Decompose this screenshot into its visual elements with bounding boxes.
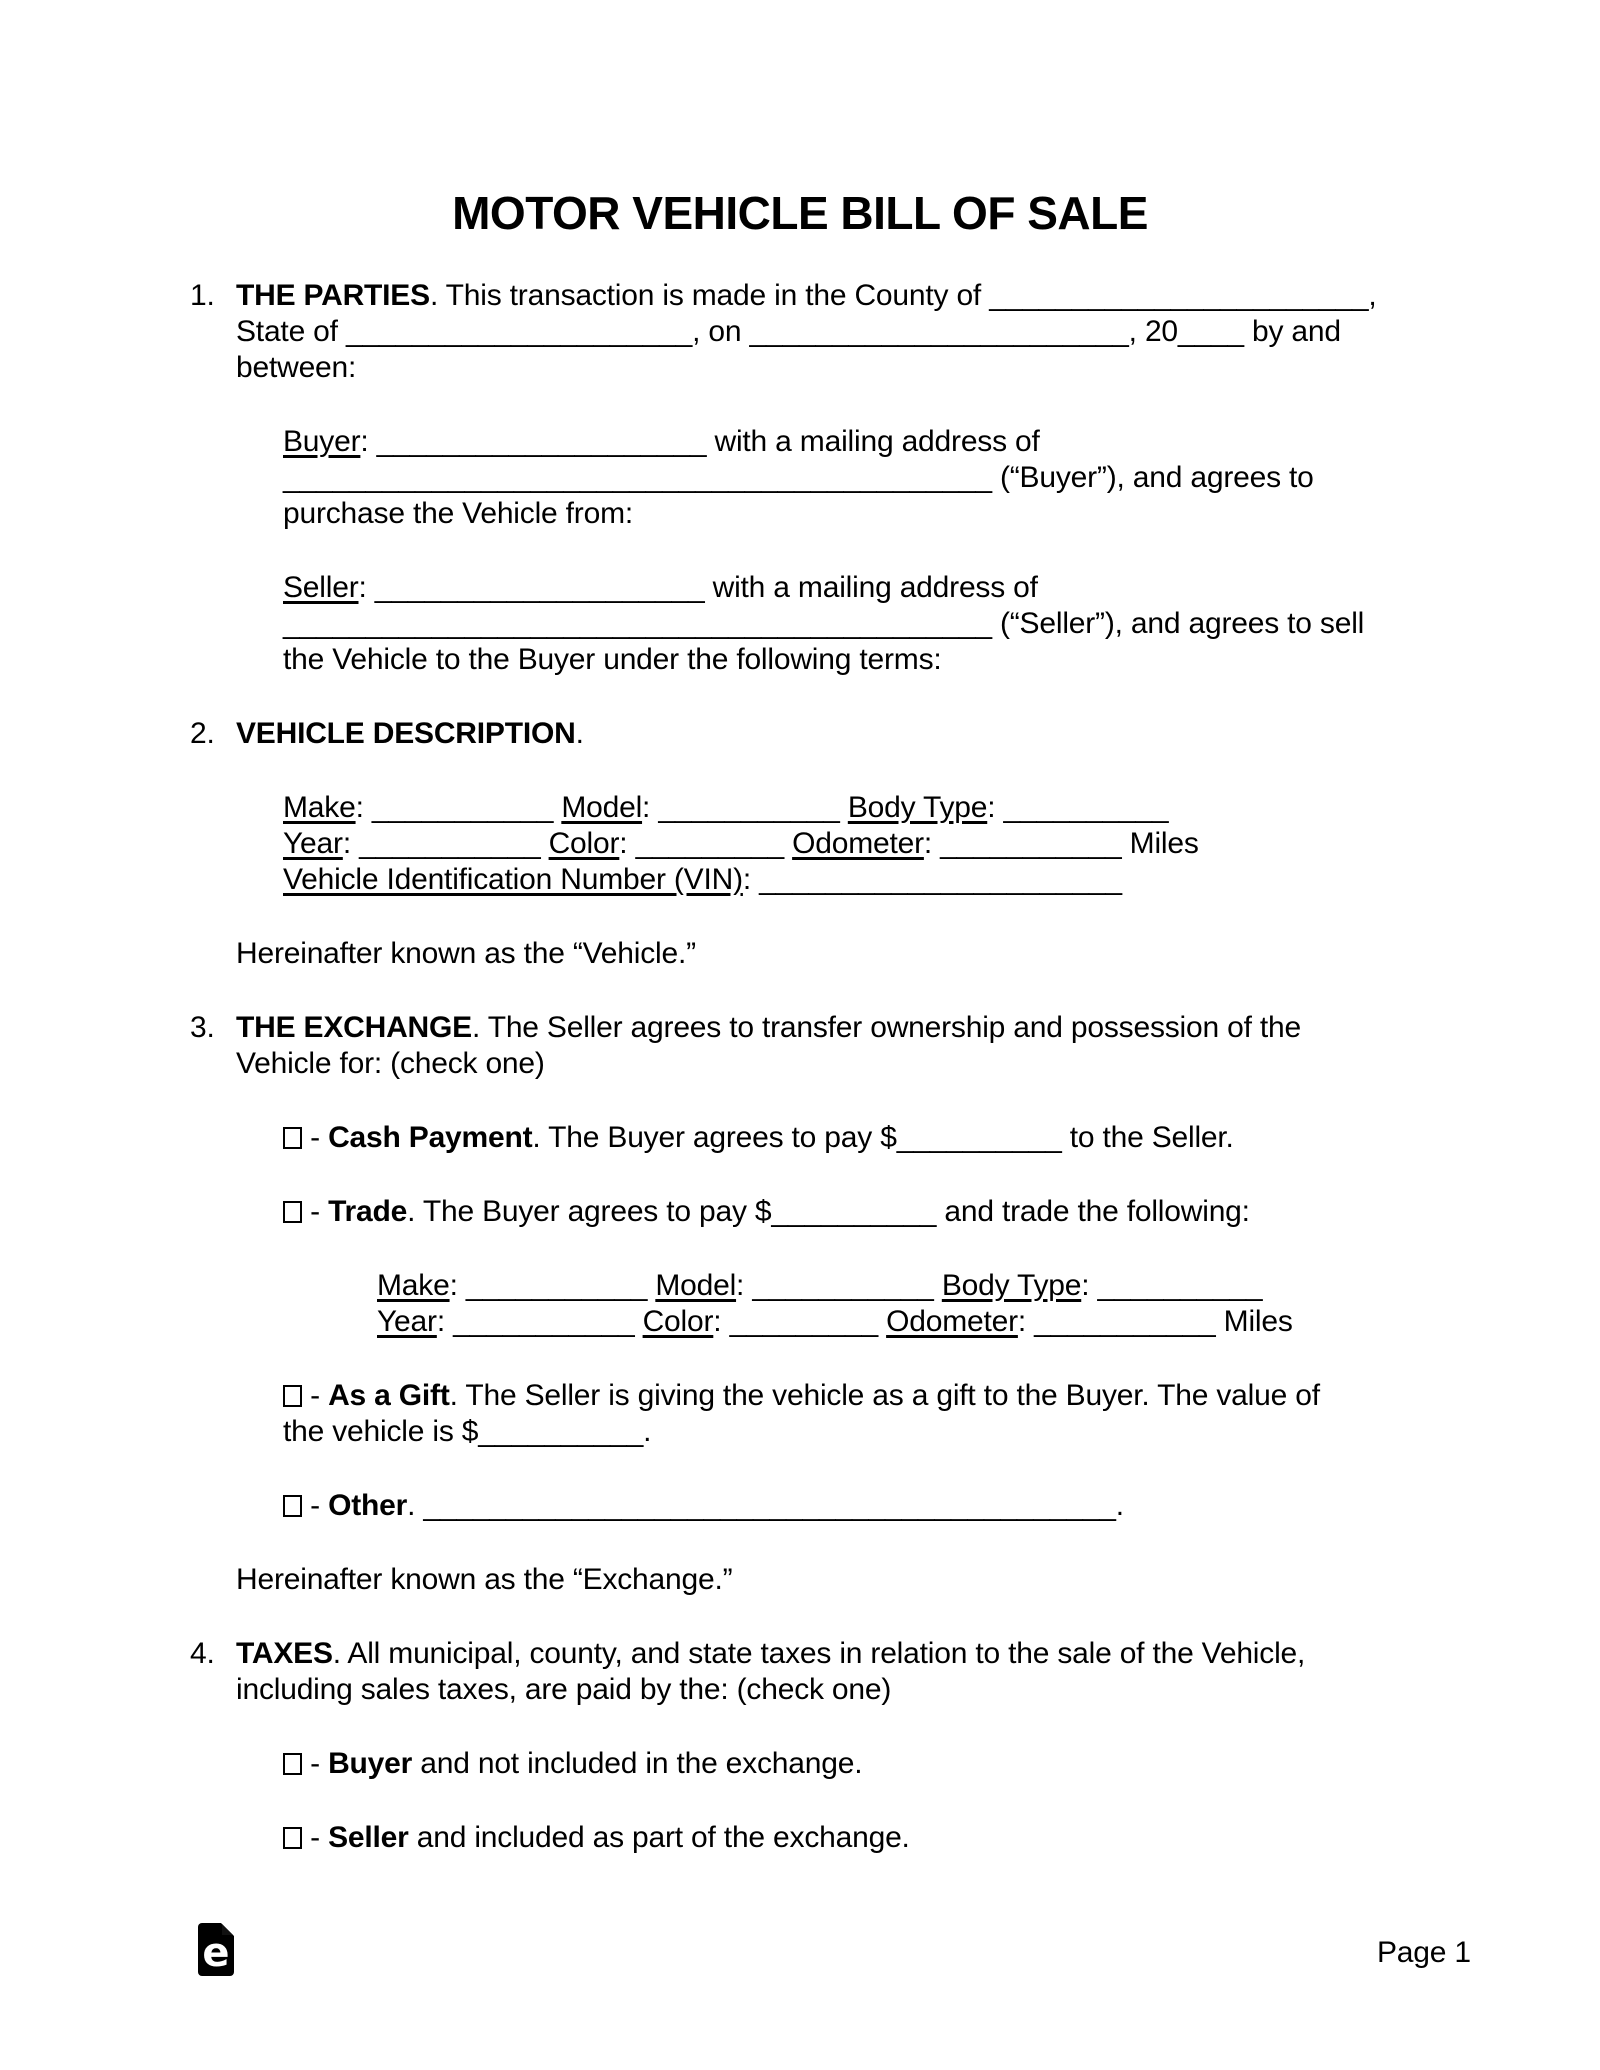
option-taxes-buyer (283, 1746, 1510, 1782)
text-segment: - (302, 1489, 329, 1522)
text-segment: - (302, 1747, 329, 1780)
blank-field: _________ (635, 827, 784, 860)
text-segment: Trade (328, 1195, 408, 1228)
text-segment: State of (236, 315, 346, 348)
blank-field: ____________________ (374, 571, 705, 604)
text-line (283, 1120, 1510, 1156)
text-segment: . The Seller agrees to transfer ownership and possession of the (471, 1011, 1301, 1044)
text-line (283, 496, 1510, 532)
text-segment: - (302, 1821, 329, 1854)
text-line (283, 862, 1510, 898)
text-line (283, 606, 1510, 642)
text-segment: : (342, 827, 360, 860)
hereinafter-exchange (236, 1562, 1510, 1598)
text-segment: Body Type (847, 791, 988, 824)
text-segment: Other (328, 1489, 408, 1522)
text-segment: Seller (283, 571, 359, 604)
blank-field: __________________________________________ (423, 1489, 1116, 1522)
text-segment: Year (283, 827, 343, 860)
section-3-the-exchange (190, 1010, 1510, 1082)
text-line (236, 936, 1510, 972)
text-segment: . (643, 1415, 652, 1448)
text-segment: : (642, 791, 659, 824)
blank-field: ___________ (752, 1269, 934, 1302)
text-line (236, 1636, 1510, 1672)
text-segment (840, 791, 848, 824)
text-segment: Odometer (792, 827, 924, 860)
page-number: Page 1 (1377, 1936, 1471, 1969)
text-segment: . The Buyer agrees to pay $ (532, 1121, 897, 1154)
buyer-paragraph (283, 424, 1510, 532)
blank-field: __________ (1097, 1269, 1263, 1302)
checkbox-icon (283, 1201, 302, 1223)
text-segment: : (713, 1305, 730, 1338)
text-line (236, 1046, 1510, 1082)
text-segment: THE PARTIES (236, 279, 430, 312)
blank-field: ____ (1177, 315, 1244, 348)
text-segment: with a mailing address of (704, 571, 1038, 604)
blank-field: __________ (478, 1415, 644, 1448)
text-segment: Body Type (941, 1269, 1082, 1302)
text-segment: . (1115, 1489, 1124, 1522)
text-segment: THE EXCHANGE (236, 1011, 472, 1044)
text-line (283, 642, 1510, 678)
text-line (236, 1562, 1510, 1598)
text-segment: Model (561, 791, 643, 824)
text-segment: - (302, 1195, 329, 1228)
text-segment: with a mailing address of (706, 425, 1040, 458)
checkbox-icon (283, 1495, 302, 1517)
text-segment: VEHICLE DESCRIPTION (236, 717, 576, 750)
text-segment: : (358, 571, 375, 604)
text-segment: , (1368, 279, 1377, 312)
text-segment: Vehicle Identification Number (VIN) (283, 863, 743, 896)
vehicle-description-fields (283, 790, 1510, 898)
trade-vehicle-fields (377, 1268, 1510, 1340)
text-segment: Vehicle for: (check one) (236, 1047, 545, 1080)
text-segment: . (407, 1489, 424, 1522)
text-segment: purchase the Vehicle from: (283, 497, 633, 530)
text-segment: , on (692, 315, 750, 348)
option-trade (283, 1194, 1510, 1230)
text-segment: Color (642, 1305, 714, 1338)
text-line (236, 1672, 1510, 1708)
text-segment: Buyer (328, 1747, 413, 1780)
text-line (283, 1820, 1510, 1856)
blank-field: __________ (771, 1195, 937, 1228)
text-line (283, 424, 1510, 460)
option-other (283, 1488, 1510, 1524)
blank-field: _______________________ (749, 315, 1129, 348)
text-line (283, 790, 1510, 826)
text-segment: . All municipal, county, and state taxes in relation to the sale of the Vehicle, (332, 1637, 1306, 1670)
text-segment (540, 827, 548, 860)
blank-field: ____________________ (376, 425, 707, 458)
text-segment: the Vehicle to the Buyer under the following terms: (283, 643, 942, 676)
list-number: 1. (190, 279, 215, 312)
checkbox-icon (283, 1827, 302, 1849)
text-segment: : (436, 1305, 454, 1338)
hereinafter-vehicle (236, 936, 1510, 972)
blank-field: __________ (1003, 791, 1169, 824)
text-segment: Year (377, 1305, 437, 1338)
section-2-vehicle-description (190, 716, 1510, 752)
text-segment: Buyer (283, 425, 361, 458)
text-segment: the vehicle is $ (283, 1415, 479, 1448)
text-line (283, 1488, 1510, 1524)
text-segment: : (736, 1269, 753, 1302)
text-segment: - (302, 1379, 329, 1412)
text-segment: : (619, 827, 636, 860)
checkbox-icon (283, 1385, 302, 1407)
text-line (236, 278, 1510, 314)
text-segment: Make (283, 791, 356, 824)
text-segment: (“Seller”), and agrees to sell (991, 607, 1365, 640)
text-segment: Color (548, 827, 620, 860)
text-line (377, 1268, 1510, 1304)
blank-field: ______________________ (759, 863, 1122, 896)
text-line (236, 716, 1510, 752)
text-segment (634, 1305, 642, 1338)
text-segment (784, 827, 792, 860)
text-line (283, 826, 1510, 862)
text-segment (934, 1269, 942, 1302)
document-body (190, 278, 1510, 1856)
section-4-taxes (190, 1636, 1510, 1708)
blank-field: ___________ (465, 1269, 648, 1302)
text-segment: : (1017, 1305, 1035, 1338)
blank-field: ___________ (359, 827, 541, 860)
blank-field: __________ (896, 1121, 1062, 1154)
text-segment: Seller (328, 1821, 409, 1854)
checkbox-icon (283, 1753, 302, 1775)
option-cash-payment (283, 1120, 1510, 1156)
text-segment: by and (1243, 315, 1341, 348)
text-line (283, 460, 1510, 496)
list-number: 3. (190, 1011, 215, 1044)
blank-field: ___________ (940, 827, 1122, 860)
text-line (236, 314, 1510, 350)
text-segment: : (742, 863, 760, 896)
seller-paragraph (283, 570, 1510, 678)
text-line (283, 1746, 1510, 1782)
text-segment: - (302, 1121, 329, 1154)
text-line (283, 1414, 1510, 1450)
blank-field: ___________ (658, 791, 840, 824)
blank-field: ___________________________________________ (283, 607, 992, 640)
text-segment: Miles (1215, 1305, 1293, 1338)
option-gift (283, 1378, 1510, 1450)
text-segment: and included as part of the exchange. (408, 1821, 910, 1854)
blank-field: ___________ (371, 791, 554, 824)
blank-field: ___________ (1034, 1305, 1216, 1338)
text-segment: TAXES (236, 1637, 333, 1670)
text-segment: and not included in the exchange. (412, 1747, 863, 1780)
text-line (236, 1010, 1510, 1046)
text-segment: . (575, 717, 584, 750)
text-segment: Miles (1121, 827, 1199, 860)
text-segment: (“Buyer”), and agrees to (991, 461, 1314, 494)
text-segment: and trade the following: (936, 1195, 1250, 1228)
eforms-logo (198, 1923, 234, 1976)
list-number: 4. (190, 1637, 215, 1670)
checkbox-icon (283, 1127, 302, 1149)
text-segment: Cash Payment (328, 1121, 533, 1154)
text-segment: Hereinafter known as the “Exchange.” (236, 1563, 733, 1596)
text-segment: , 20 (1128, 315, 1178, 348)
text-segment: : (1081, 1269, 1098, 1302)
text-segment: Model (655, 1269, 737, 1302)
text-segment: : (987, 791, 1004, 824)
list-number: 2. (190, 717, 215, 750)
text-segment: : (355, 791, 372, 824)
text-segment: Hereinafter known as the “Vehicle.” (236, 937, 696, 970)
option-taxes-seller (283, 1820, 1510, 1856)
logo-letter: e (202, 1930, 230, 1977)
text-segment: Make (377, 1269, 450, 1302)
blank-field: _______________________ (989, 279, 1369, 312)
text-segment: As a Gift (328, 1379, 450, 1412)
text-line (236, 350, 1510, 386)
text-line (283, 570, 1510, 606)
text-segment (878, 1305, 886, 1338)
text-segment: . This transaction is made in the County of (429, 279, 990, 312)
section-1-the-parties (190, 278, 1510, 386)
blank-field: _____________________ (345, 315, 693, 348)
text-segment: between: (236, 351, 357, 384)
text-segment: : (449, 1269, 466, 1302)
text-line (377, 1304, 1510, 1340)
text-segment: : (923, 827, 941, 860)
blank-field: _________ (729, 1305, 878, 1338)
text-segment: including sales taxes, are paid by the: (check one) (236, 1673, 892, 1706)
blank-field: ___________________________________________ (283, 461, 992, 494)
text-line (283, 1194, 1510, 1230)
blank-field: ___________ (453, 1305, 635, 1338)
document-title: MOTOR VEHICLE BILL OF SALE (452, 187, 1148, 239)
text-segment: . The Seller is giving the vehicle as a gift to the Buyer. The value of (449, 1379, 1320, 1412)
text-segment: to the Seller. (1061, 1121, 1234, 1154)
text-line (283, 1378, 1510, 1414)
text-segment: Odometer (886, 1305, 1018, 1338)
text-segment: : (360, 425, 377, 458)
text-segment: . The Buyer agrees to pay $ (407, 1195, 772, 1228)
